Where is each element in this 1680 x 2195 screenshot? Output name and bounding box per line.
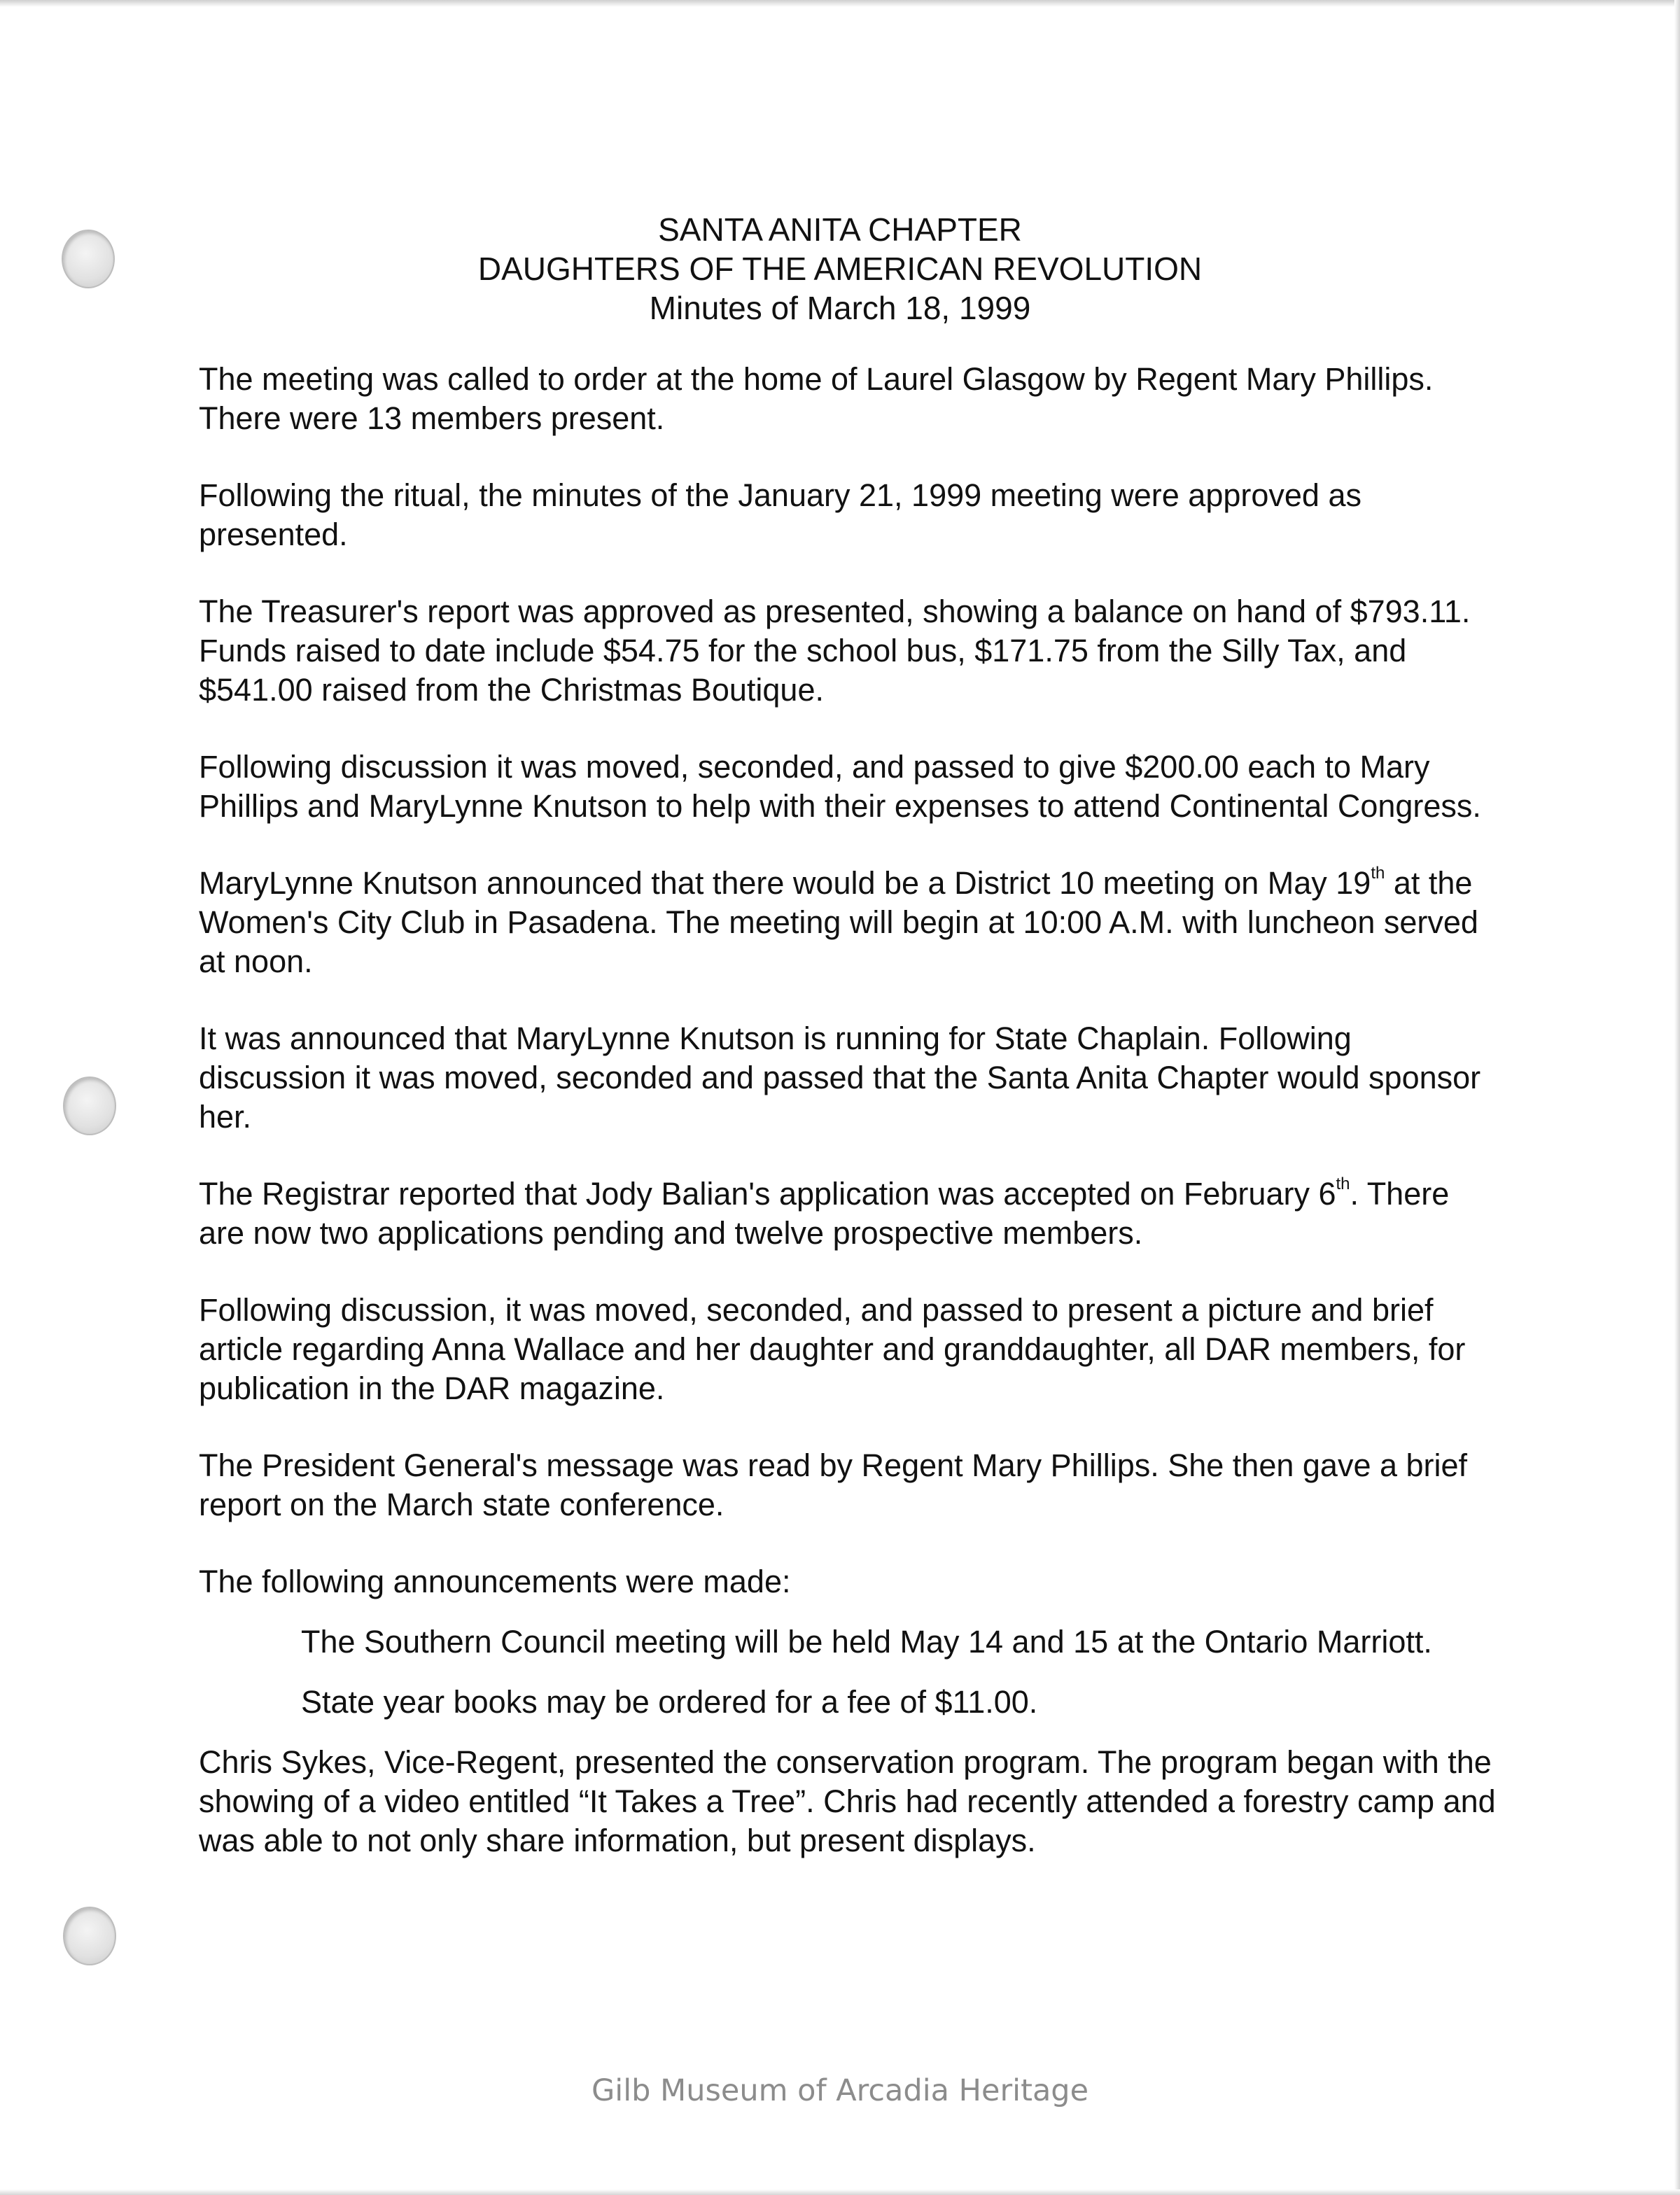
paragraph-treasurer-report: The Treasurer's report was approved as presented, showing a balance on hand of $793.11. Funds raised to date include $54.75 for the school bus, $171.75 from the Silly Tax, and $541.00 raised from the Christmas Boutique. xyxy=(199,594,1471,708)
paragraph-state-chaplain: It was announced that MaryLynne Knutson is running for State Chaplain. Following discussion it was moved, seconded and passed that the Santa Anita Chapter would sponsor her. xyxy=(199,1021,1481,1135)
chapter-name: SANTA ANITA CHAPTER xyxy=(658,211,1022,248)
punch-hole-top xyxy=(62,230,115,288)
paragraph-announcements-intro: The following announcements were made: xyxy=(199,1564,791,1599)
page-edge-top xyxy=(0,0,1680,7)
page-edge-bottom xyxy=(0,2189,1680,2195)
paragraph-president-general: The President General's message was read by Regent Mary Phillips. She then gave a brief report on the March state conference. xyxy=(199,1447,1468,1522)
paragraph-district-meeting xyxy=(199,864,1501,981)
organization-name: DAUGHTERS OF THE AMERICAN REVOLUTION xyxy=(477,251,1203,287)
ordinal-suffix: th xyxy=(1336,1174,1350,1193)
paragraph-dar-magazine: Following discussion, it was moved, seconded, and passed to present a picture and brief article regarding Anna Wallace and her daughter and granddaughter, all DAR members, for publication in the DAR magazine. xyxy=(199,1292,1466,1406)
minutes-body xyxy=(199,360,1501,1898)
district-meeting-text-cont: at the Women's City Club in Pasadena. The meeting will begin at 10:00 A.M. with luncheon served at noon. xyxy=(199,865,1478,979)
district-meeting-text: MaryLynne Knutson announced that there would be a District 10 meeting on May 19 xyxy=(199,865,1371,901)
paragraph-minutes-approval: Following the ritual, the minutes of the January 21, 1999 meeting were approved as presented. xyxy=(199,477,1362,552)
announcement-southern-council: The Southern Council meeting will be held May 14 and 15 at the Ontario Marriott. xyxy=(301,1624,1432,1660)
paragraph-conservation-program: Chris Sykes, Vice-Regent, presented the conservation program. The program began with the showing of a video entitled “It Takes a Tree”. Chris had recently attended a forestry camp and was able to not only share information, but present displays. xyxy=(199,1744,1496,1858)
paragraph-registrar-report xyxy=(199,1174,1501,1253)
paragraph-congress-expenses: Following discussion it was moved, seconded, and passed to give $200.00 each to Mary Phillips and MaryLynne Knutson to help with their expenses to attend Continental Congress. xyxy=(199,749,1481,824)
museum-watermark: Gilb Museum of Arcadia Heritage xyxy=(591,2073,1089,2108)
announcement-year-books: State year books may be ordered for a fee of $11.00. xyxy=(301,1684,1038,1720)
minutes-date: Minutes of March 18, 1999 xyxy=(649,290,1031,326)
paragraph-call-to-order: The meeting was called to order at the home of Laurel Glasgow by Regent Mary Phillips. There were 13 members present. xyxy=(199,361,1434,436)
punch-hole-bottom xyxy=(63,1907,116,1965)
ordinal-suffix: th xyxy=(1371,864,1385,883)
registrar-text: The Registrar reported that Jody Balian's application was accepted on February 6 xyxy=(199,1176,1336,1212)
page-edge-right xyxy=(1674,0,1680,2195)
registrar-text-cont: . There are now two applications pending and twelve prospective members. xyxy=(199,1176,1450,1251)
punch-hole-middle xyxy=(63,1077,116,1135)
